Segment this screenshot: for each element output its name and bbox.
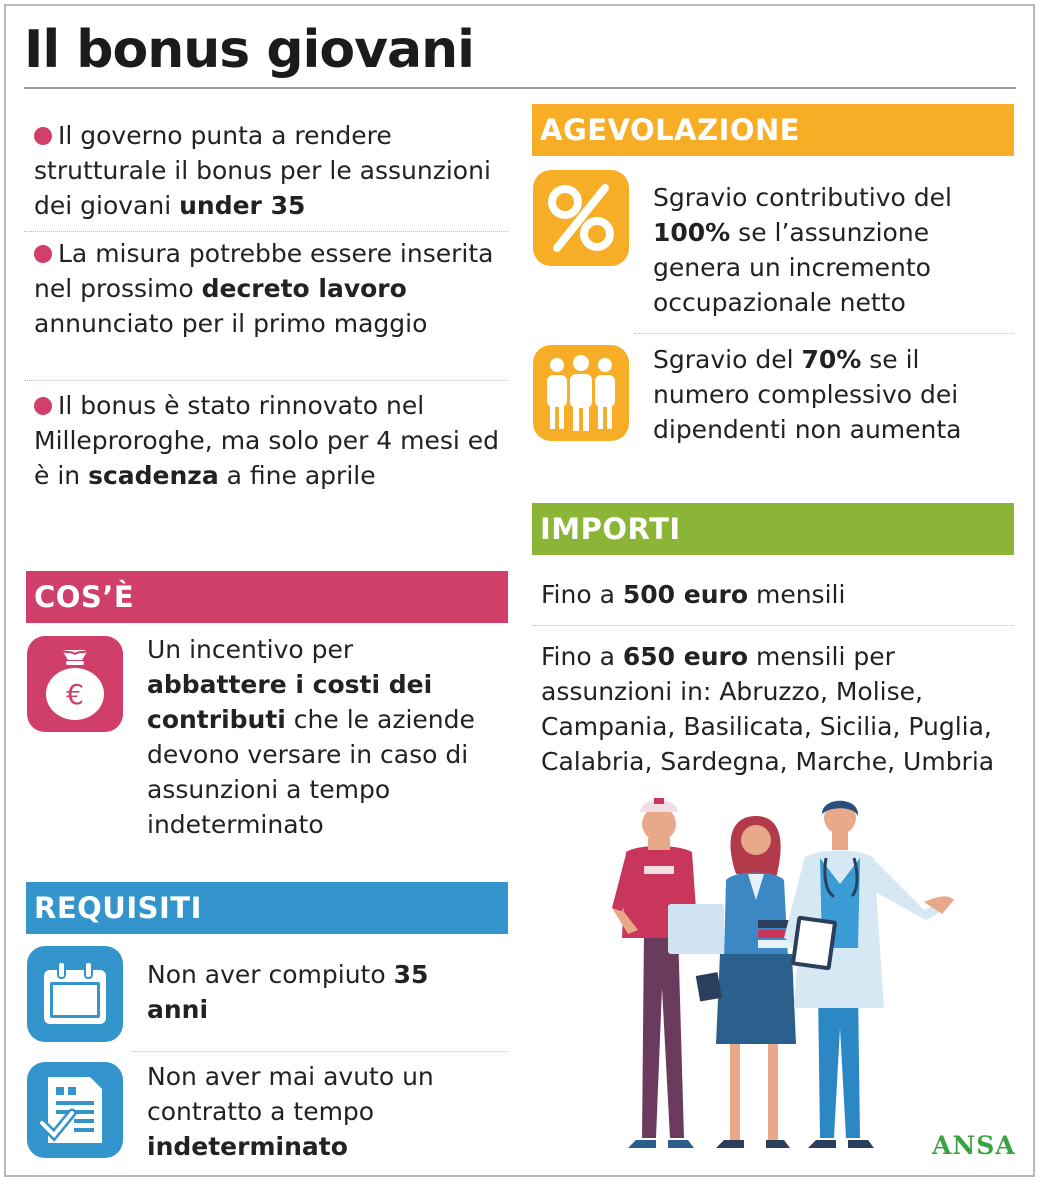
agevolazione-header: AGEVOLAZIONE <box>532 104 1014 156</box>
bullet-dot-icon <box>34 397 52 415</box>
percent-icon <box>533 170 629 266</box>
bullet-item-3 <box>34 388 504 493</box>
bullet-item-2 <box>34 236 504 341</box>
divider <box>532 625 1014 626</box>
delivery-worker-figure <box>612 798 698 1148</box>
svg-text:€: € <box>66 678 84 711</box>
importo-text: Fino a <box>541 642 623 671</box>
page-title: Il bonus giovani <box>24 20 474 80</box>
requisito-item-1 <box>147 957 497 1027</box>
importo-text: mensili per assunzioni in: Abruzzo, Molise, Campania, Basilicata, Sicilia, Puglia, Calabria, Sardegna, Marche, Umbria <box>541 642 995 776</box>
importi-header: IMPORTI <box>532 503 1014 555</box>
requisito-text: Non aver mai avuto un contratto a tempo <box>147 1062 434 1126</box>
bullet-text: a fine aprile <box>218 461 376 490</box>
cose-text <box>147 632 497 842</box>
bullet-dot-icon <box>34 127 52 145</box>
bullet-item-1 <box>34 118 504 223</box>
calendar-icon <box>27 946 123 1042</box>
cose-text-emphasis: abbattere i costi dei contributi <box>147 670 433 734</box>
contract-checklist-icon <box>27 1062 123 1158</box>
cose-text-part: Un incentivo per <box>147 635 354 664</box>
importo-emphasis: 650 euro <box>622 642 749 671</box>
bullet-text: annunciato per il primo maggio <box>34 309 428 338</box>
agevolazione-text: se il numero complessivo dei dipendenti non aumenta <box>653 345 962 444</box>
bullet-emphasis: under 35 <box>179 191 306 220</box>
divider <box>24 380 508 381</box>
requisito-text: Non aver compiuto <box>147 960 394 989</box>
bullet-emphasis: scadenza <box>88 461 219 490</box>
bullet-emphasis: decreto lavoro <box>201 274 407 303</box>
agevolazione-emphasis: 70% <box>801 345 862 374</box>
agevolazione-text: se l’assunzione genera un incremento occupazionale netto <box>653 218 931 317</box>
doctor-figure <box>784 801 954 1148</box>
requisito-emphasis: 35 anni <box>147 960 429 1024</box>
divider <box>132 1051 508 1052</box>
workers-illustration <box>598 788 958 1160</box>
requisiti-header: REQUISITI <box>26 882 508 934</box>
divider <box>634 333 1014 334</box>
importo-text: mensili <box>748 580 846 609</box>
importo-text: Fino a <box>541 580 623 609</box>
importo-emphasis: 500 euro <box>622 580 749 609</box>
requisito-item-2 <box>147 1059 497 1164</box>
agevolazione-text: Sgravio del <box>653 345 802 374</box>
bullet-dot-icon <box>34 245 52 263</box>
divider <box>24 231 508 232</box>
cose-header: COS’È <box>26 571 508 623</box>
bullet-text: Il bonus è stato rinnovato nel Milleproroghe, ma solo per 4 mesi ed è in <box>34 391 500 490</box>
importo-item-1 <box>541 577 1011 612</box>
agevolazione-item-2 <box>653 342 1008 447</box>
money-bag-euro-icon <box>27 636 123 732</box>
agevolazione-emphasis: 100% <box>653 218 731 247</box>
bullet-text: Il governo punta a rendere strutturale il bonus per le assunzioni dei giovani <box>34 121 491 220</box>
requisito-emphasis: indeterminato <box>147 1132 348 1161</box>
source-credit: ANSA <box>932 1131 1016 1160</box>
agevolazione-item-1 <box>653 180 1008 320</box>
importo-item-2 <box>541 639 1011 779</box>
title-divider <box>24 87 1016 89</box>
workforce-people-icon <box>533 345 629 441</box>
cose-text-part: che le aziende devono versare in caso di assunzioni a tempo indeterminato <box>147 705 475 839</box>
agevolazione-text: Sgravio contributivo del <box>653 183 952 212</box>
bullet-text: La misura potrebbe essere inserita nel prossimo <box>34 239 494 303</box>
